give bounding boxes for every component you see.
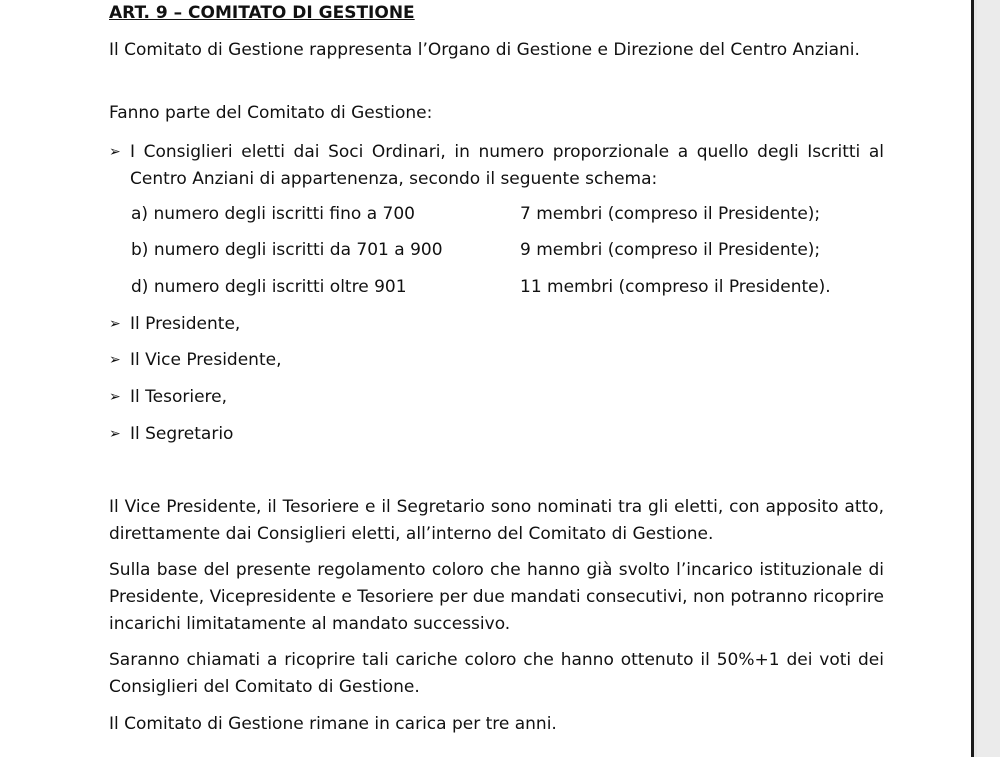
bullet-text: Il Tesoriere, [130, 387, 228, 407]
schema-members: 7 membri (compreso il Presidente); [520, 204, 821, 224]
arrow-bullet-icon: ➢ [109, 352, 121, 368]
bullet-item-segretario [109, 421, 884, 448]
schema-members: 11 membri (compreso il Presidente). [520, 277, 831, 297]
viewer-background-strip [977, 0, 1000, 757]
paragraph-voti: Saranno chiamati a ricoprire tali cariche coloro che hanno ottenuto il 50%+1 dei voti dei Consiglieri del Comitato di Gestione. [109, 650, 884, 697]
bullet-item-vice-presidente [109, 347, 884, 374]
bullet-text: Il Presidente, [130, 314, 241, 334]
schema-range: b) numero degli iscritti da 701 a 900 [131, 240, 443, 260]
arrow-bullet-icon: ➢ [109, 316, 121, 332]
schema-range: d) numero degli iscritti oltre 901 [131, 277, 407, 297]
schema-range: a) numero degli iscritti fino a 700 [131, 204, 415, 224]
paragraph-nomina: Il Vice Presidente, il Tesoriere e il Segretario sono nominati tra gli eletti, con apposito atto, direttamente dai Consiglieri eletti, all’interno del Comitato di Gestione. [109, 497, 884, 544]
intro-paragraph: Il Comitato di Gestione rappresenta l’Organo di Gestione e Direzione del Centro Anziani. [109, 40, 860, 60]
schema-members: 9 membri (compreso il Presidente); [520, 240, 821, 260]
arrow-bullet-icon: ➢ [109, 144, 121, 160]
arrow-bullet-icon: ➢ [109, 426, 121, 442]
bullet-text: Il Segretario [130, 424, 234, 444]
bullet-item-tesoriere [109, 384, 884, 411]
members-heading: Fanno parte del Comitato di Gestione: [109, 103, 433, 123]
paragraph-durata: Il Comitato di Gestione rimane in carica per tre anni. [109, 714, 557, 734]
bullet-item-presidente [109, 311, 884, 338]
bullet-item-consiglieri [109, 139, 884, 193]
paragraph-mandati: Sulla base del presente regolamento coloro che hanno già svolto l’incarico istituzionale di Presidente, Vicepresidente e Tesoriere per due mandati consecutivi, non potranno ricoprire incarichi limitatamente al mandato successivo. [109, 560, 884, 634]
arrow-bullet-icon: ➢ [109, 389, 121, 405]
bullet-text: Il Vice Presidente, [130, 350, 282, 370]
bullet-text: I Consiglieri eletti dai Soci Ordinari, in numero proporzionale a quello degli Iscritti al Centro Anziani di appartenenza, secondo il seguente schema: [130, 142, 884, 189]
article-title: ART. 9 – COMITATO DI GESTIONE [109, 3, 415, 23]
